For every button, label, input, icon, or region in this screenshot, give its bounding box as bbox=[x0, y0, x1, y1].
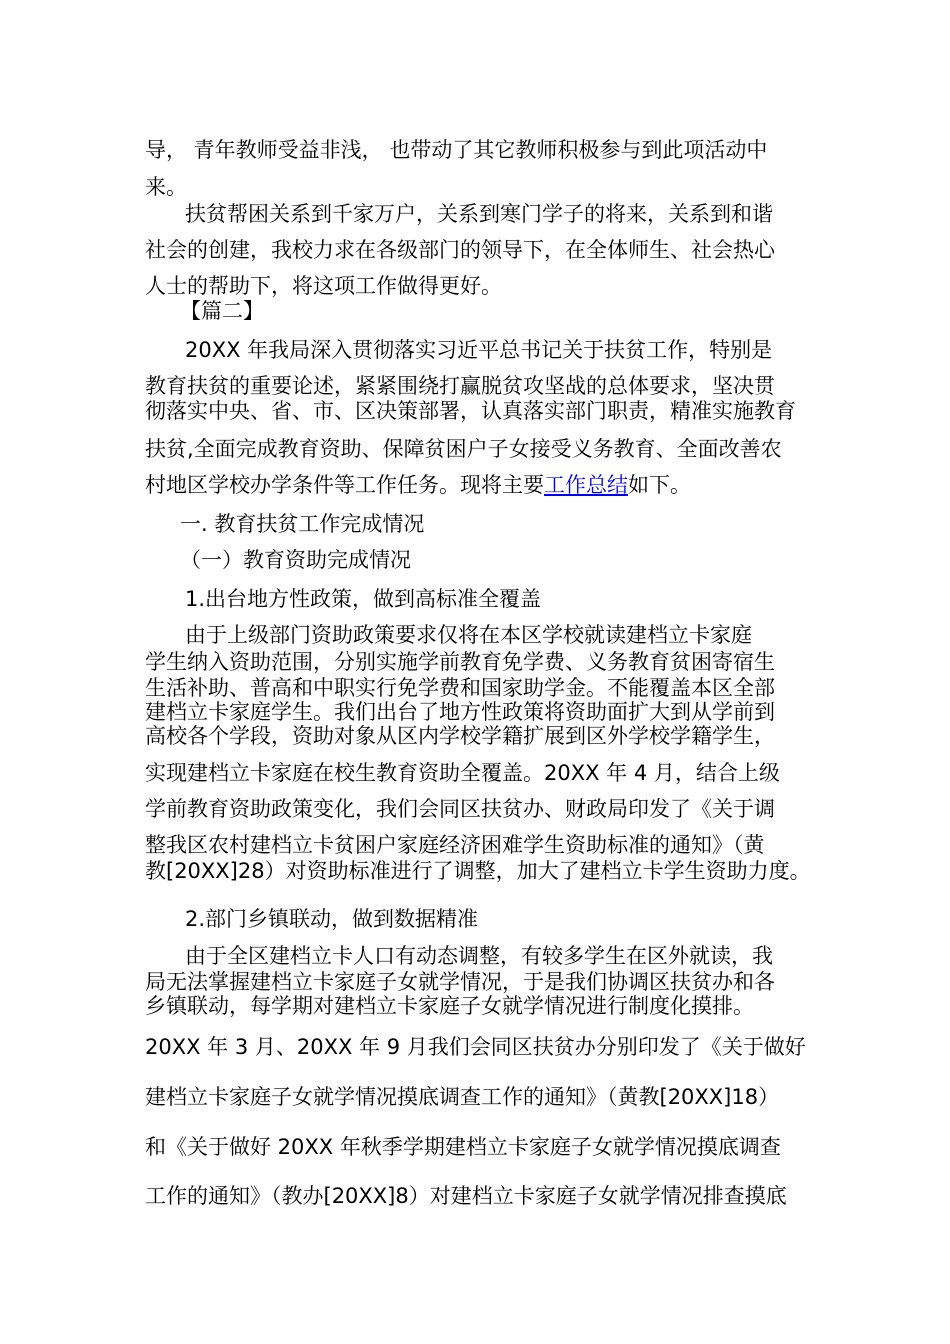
paragraph-line: 高校各个学段，资助对象从区内学校学籍扩展到区外学校学籍学生， bbox=[145, 724, 775, 748]
paragraph-line bbox=[145, 472, 691, 498]
paragraph-line: 乡镇联动，每学期对建档立卡家庭子女就学情况进行制度化摸排。 bbox=[145, 994, 754, 1018]
paragraph-line: 整我区农村建档立卡贫困户家庭经济困难学生资助标准的通知》（黄 bbox=[145, 833, 765, 857]
paragraph-text: 如下。 bbox=[628, 473, 691, 497]
section-title: 【篇二】 bbox=[180, 299, 264, 323]
paragraph-line: 彻落实中央、省、市、区决策部署，认真落实部门职责，精准实施教育 bbox=[145, 399, 796, 423]
paragraph-line: 扶贫,全面完成教育资助、保障贫困户子女接受义务教育、全面改善农 bbox=[145, 437, 782, 461]
heading-level3: 2.部门乡镇联动，做到数据精准 bbox=[185, 907, 479, 931]
heading-level2: （一）教育资助完成情况 bbox=[180, 548, 411, 572]
paragraph-line: 学生纳入资助范围，分别实施学前教育免学费、义务教育贫困寄宿生 bbox=[145, 650, 775, 674]
paragraph-line: 建档立卡家庭子女就学情况摸底调查工作的通知》（黄教[20XX]18） bbox=[145, 1085, 780, 1109]
paragraph-line: 社会的创建，我校力求在各级部门的领导下，在全体师生、社会热心 bbox=[145, 238, 775, 262]
paragraph-line: 建档立卡家庭学生。我们出台了地方性政策将资助面扩大到从学前到 bbox=[145, 700, 775, 724]
paragraph-line: 教育扶贫的重要论述，紧紧围绕打赢脱贫攻坚战的总体要求，坚决贯 bbox=[145, 374, 775, 398]
work-summary-link[interactable]: 工作总结 bbox=[544, 473, 628, 497]
paragraph-line: 20XX 年我局深入贯彻落实习近平总书记关于扶贫工作，特别是 bbox=[185, 338, 773, 362]
paragraph-line: 教[20XX]28）对资助标准进行了调整，加大了建档立卡学生资助力度。 bbox=[145, 859, 811, 883]
paragraph-line: 生活补助、普高和中职实行免学费和国家助学金。不能覆盖本区全部 bbox=[145, 676, 775, 700]
paragraph-line: 由于全区建档立卡人口有动态调整，有较多学生在区外就读，我 bbox=[185, 944, 773, 968]
paragraph-line: 工作的通知》（教办[20XX]8）对建档立卡家庭子女就学情况排查摸底 bbox=[145, 1184, 787, 1208]
paragraph-line: 实现建档立卡家庭在校生教育资助全覆盖。20XX 年 4 月，结合上级 bbox=[145, 761, 780, 785]
paragraph-line: 和《关于做好 20XX 年秋季学期建档立卡家庭子女就学情况摸底调查 bbox=[145, 1135, 781, 1159]
heading-level1: 一. 教育扶贫工作完成情况 bbox=[180, 512, 425, 536]
paragraph-line: 学前教育资助政策变化，我们会同区扶贫办、财政局印发了《关于调 bbox=[145, 797, 775, 821]
paragraph-line: 局无法掌握建档立卡家庭子女就学情况，于是我们协调区扶贫办和各 bbox=[145, 970, 775, 994]
paragraph-line: 导， 青年教师受益非浅， 也带动了其它教师积极参与到此项活动中 bbox=[145, 138, 768, 162]
paragraph-line: 人士的帮助下，将这项工作做得更好。 bbox=[145, 274, 502, 298]
paragraph-line: 扶贫帮困关系到千家万户，关系到寒门学子的将来，关系到和谐 bbox=[185, 202, 773, 226]
heading-level3: 1.出台地方性政策，做到高标准全覆盖 bbox=[185, 587, 542, 611]
paragraph-line: 来。 bbox=[145, 175, 187, 199]
paragraph-text: 村地区学校办学条件等工作任务。现将主要 bbox=[145, 473, 544, 497]
paragraph-line: 20XX 年 3 月、20XX 年 9 月我们会同区扶贫办分别印发了《关于做好 bbox=[145, 1035, 806, 1059]
paragraph-line: 由于上级部门资助政策要求仅将在本区学校就读建档立卡家庭 bbox=[185, 623, 752, 647]
